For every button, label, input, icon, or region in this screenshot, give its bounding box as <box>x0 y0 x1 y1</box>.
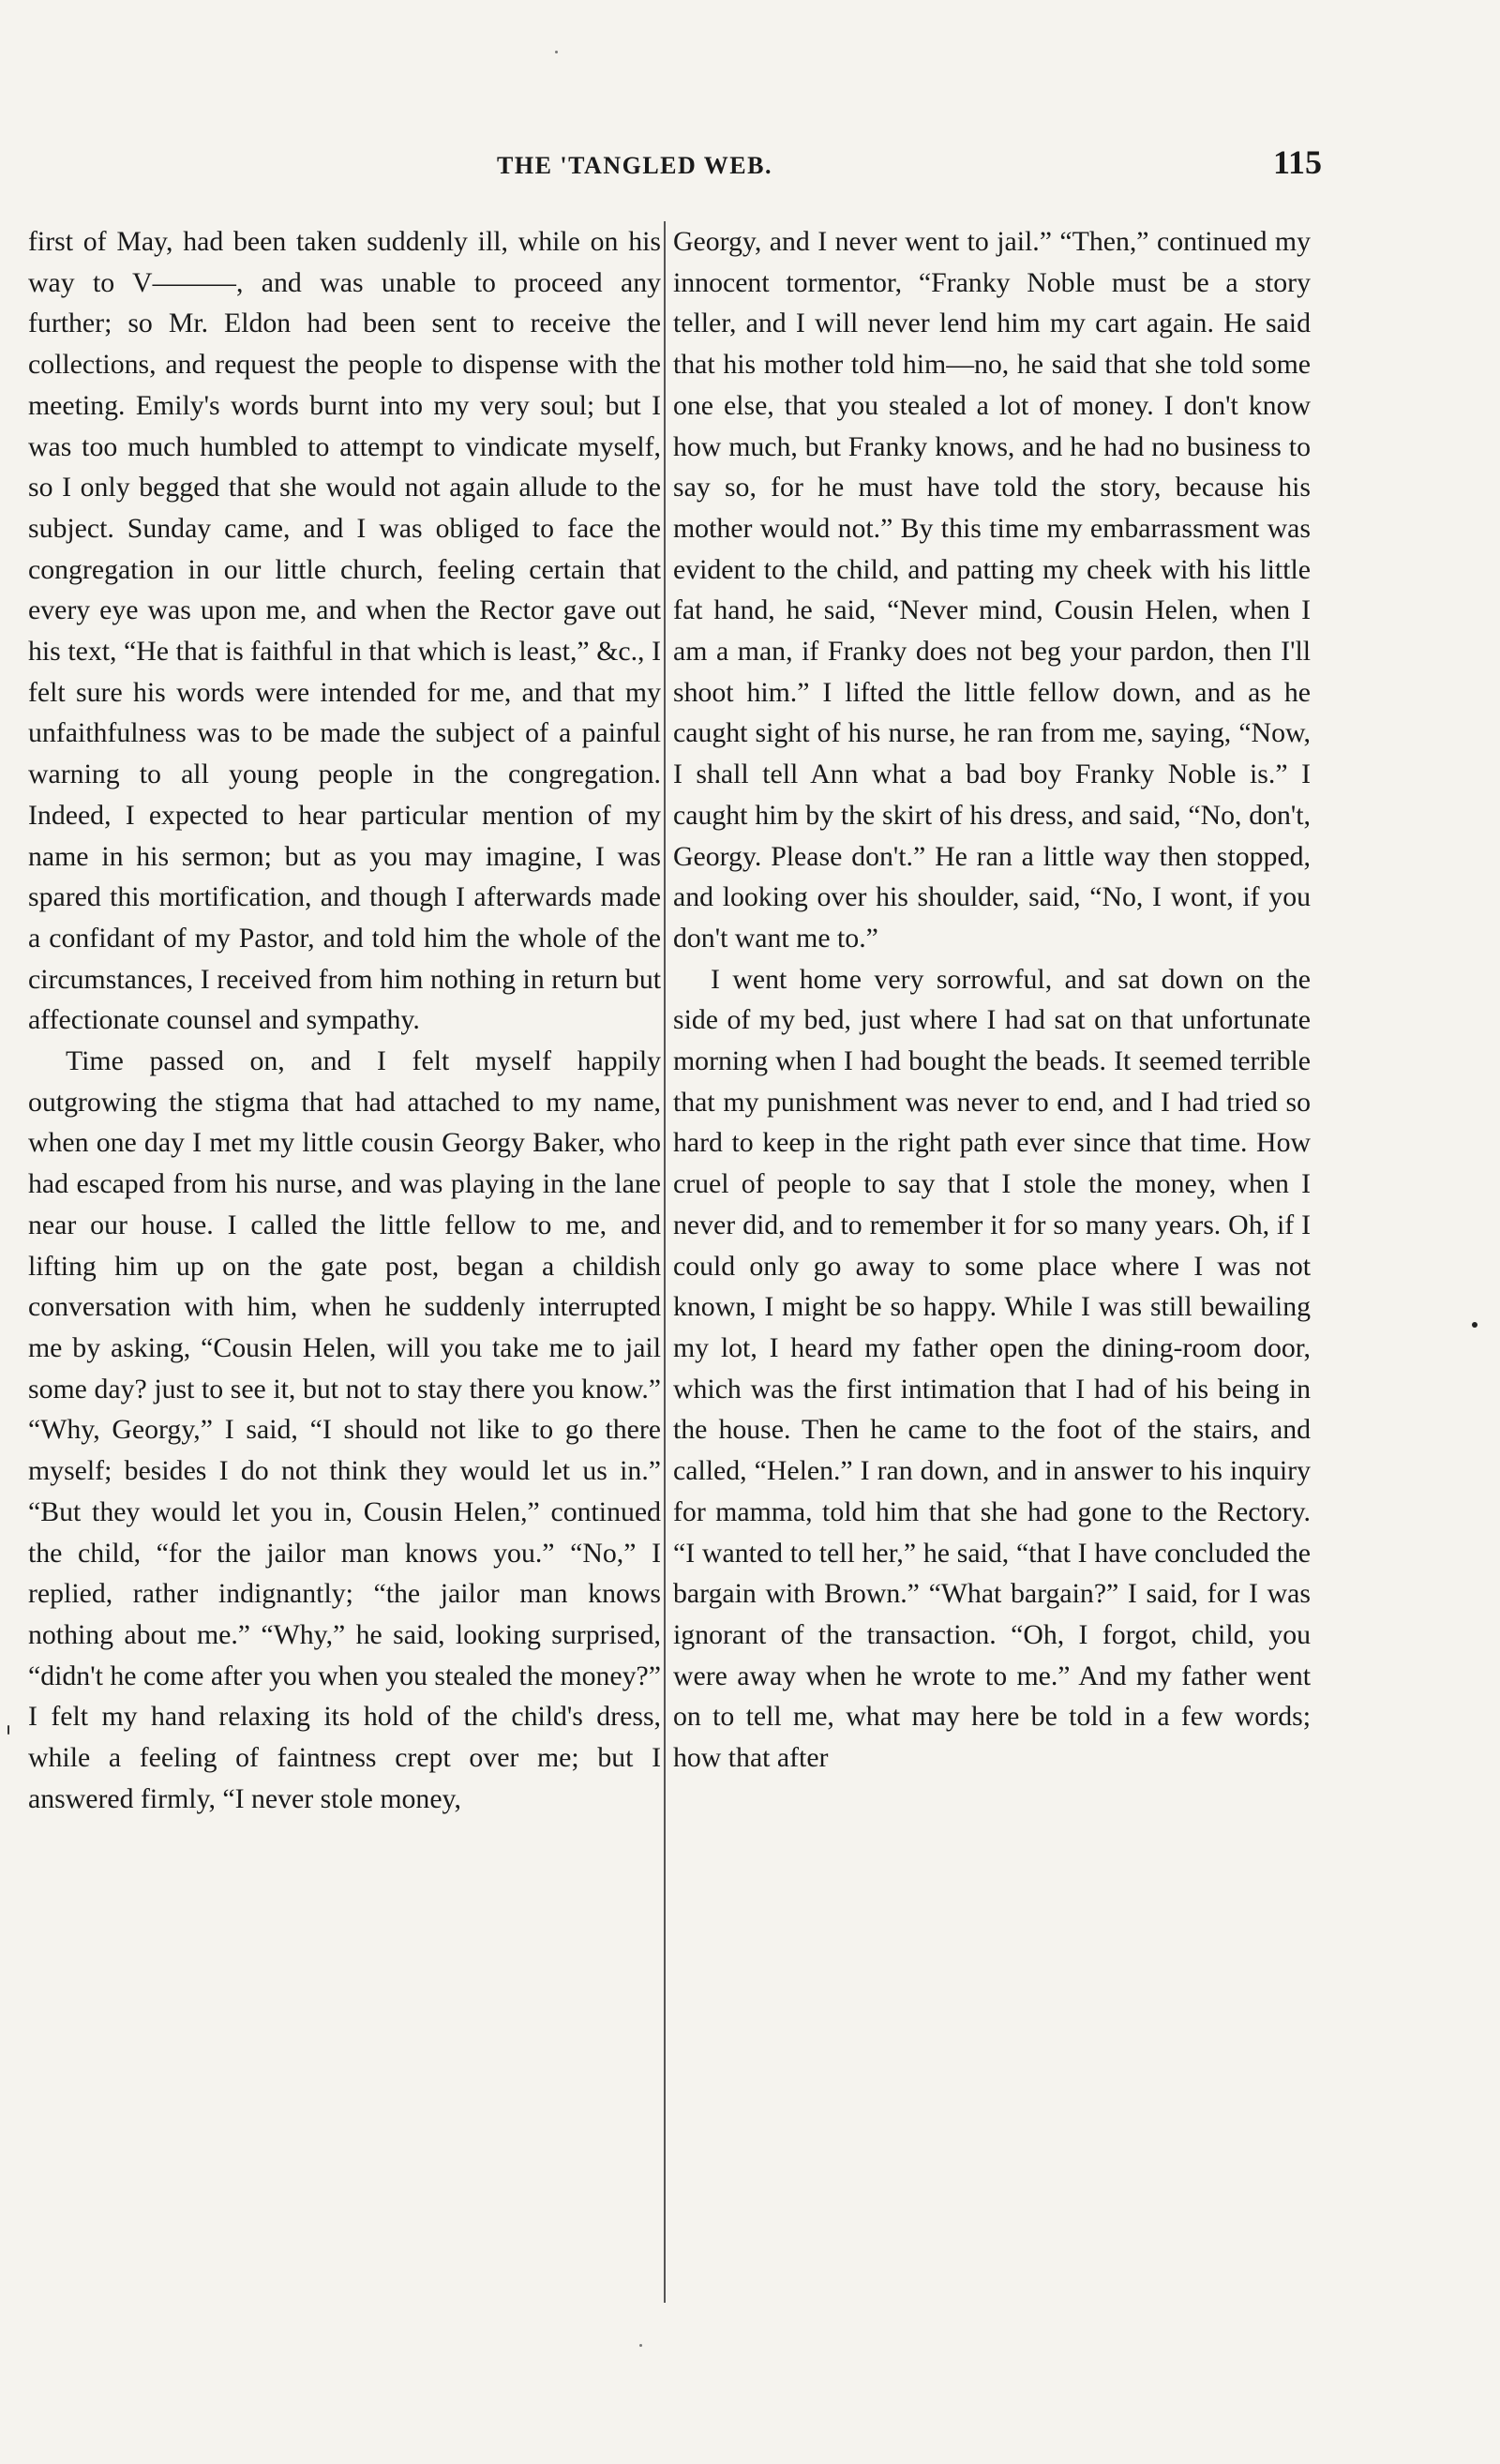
right-paragraph-1: Georgy, and I never went to jail.” “Then,” continued my innocent tormentor, “Franky Noble must be a story teller, and I will never lend him my cart again. He said that his mother told him—no, he said that she told some one else, that you stealed a lot of money. I don't know how much, but Franky knows, and he had no business to say so, for he must have told the story, because his mother would not.” By this time my embarrassment was evident to the child, and patting my cheek with his little fat hand, he said, “Never mind, Cousin Helen, when I am a man, if Franky does not beg your pardon, then I'll shoot him.” I lifted the little fellow down, and as he caught sight of his nurse, he ran from me, saying, “Now, I shall tell Ann what a bad boy Franky Noble is.” I caught him by the skirt of his dress, and said, “No, don't, Georgy. Please don't.” He ran a little way then stopped, and looking over his shoulder, said, “No, I wont, if you don't want me to.” <box>673 226 1311 954</box>
running-title: THE 'TANGLED WEB. <box>497 152 772 179</box>
column-divider <box>664 221 666 2303</box>
page-header <box>28 143 1322 191</box>
left-paragraph-1: first of May, had been taken suddenly ill, while on his way to V———, and was unable to proceed any further; so Mr. Eldon had been sent to receive the collections, and request the people to dispense with the meeting. Emily's words burnt into my very soul; but I was too much humbled to attempt to vindicate myself, so I only begged that she would not again allude to the subject. Sunday came, and I was obliged to face the congregation in our little church, feeling certain that every eye was upon me, and when the Rector gave out his text, “He that is faithful in that which is least,” &c., I felt sure his words were intended for me, and that my unfaithfulness was to be made the subject of a painful warning to all young people in the congregation. Indeed, I expected to hear particular mention of my name in his sermon; but as you may imagine, I was spared this mortification, and though I afterwards made a confidant of my Pastor, and told him the whole of the circumstances, I received from him nothing in return but affectionate counsel and sympathy. <box>28 226 661 1036</box>
left-column <box>28 221 661 1819</box>
ink-speck <box>8 1725 9 1735</box>
right-paragraph-2: I went home very sorrowful, and sat down on the side of my bed, just where I had sat on that unfortunate morning when I had bought the beads. It seemed terrible that my punishment was never to end, and I had tried so hard to keep in the right path ever since that time. How cruel of people to say that I stole the money, when I never did, and to remember it for so many years. Oh, if I could only go away to some place where I was not known, I might be so happy. While I was still bewailing my lot, I heard my father open the dining-room door, which was the first intimation that I had of his being in the house. Then he came to the foot of the stairs, and called, “Helen.” I ran down, and in answer to his inquiry for mamma, told him that she had gone to the Rectory. “I wanted to tell her,” he said, “that I have concluded the bargain with Brown.” “What bargain?” I said, for I was ignorant of the transaction. “Oh, I forgot, child, you were away when he wrote to me.” And my father went on to tell me, what may here be told in a few words; how that after <box>673 963 1311 1774</box>
ink-speck <box>555 51 558 53</box>
page-number: 115 <box>1272 143 1322 181</box>
right-column <box>673 221 1311 1779</box>
ink-speck <box>639 2344 642 2347</box>
ink-speck <box>1472 1322 1478 1328</box>
left-paragraph-2: Time passed on, and I felt myself happily outgrowing the stigma that had attached to my name, when one day I met my little cousin Georgy Baker, who had escaped from his nurse, and was playing in the lane near our house. I called the little fellow to me, and lifting him up on the gate post, began a childish conversation with him, when he suddenly interrupted me by asking, “Cousin Helen, will you take me to jail some day? just to see it, but not to stay there you know.” “Why, Georgy,” I said, “I should not like to go there myself; besides I do not think they would let us in.” “But they would let you in, Cousin Helen,” continued the child, “for the jailor man knows you.” “No,” I replied, rather indignantly; “the jailor man knows nothing about me.” “Why,” he said, looking surprised, “didn't he come after you when you stealed the money?” I felt my hand relaxing its hold of the child's dress, while a feeling of faintness crept over me; but I answered firmly, “I never stole money, <box>28 1045 661 1814</box>
